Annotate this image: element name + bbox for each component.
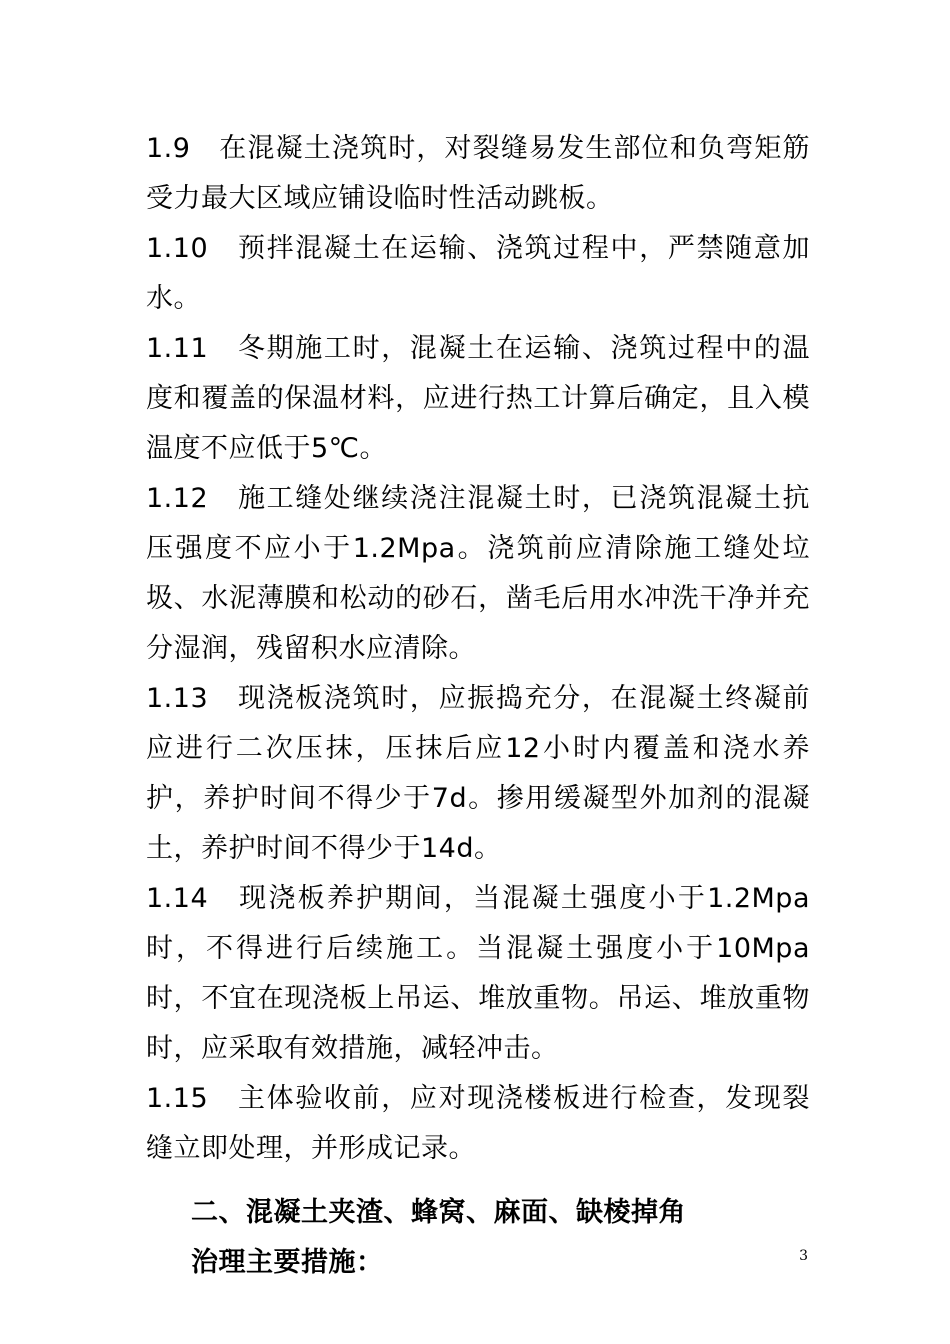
paragraph-1-15: 1.15 主体验收前，应对现浇楼板进行检查，发现裂缝立即处理，并形成记录。 [146,1083,810,1164]
paragraph-1-12: 1.12 施工缝处继续浇注混凝土时，已浇筑混凝土抗压强度不应小于1.2Mpa。浇筑前应清除施工缝处垃圾、水泥薄膜和松动的砂石，凿毛后用水冲洗干净并充分湿润，残留积水应清除。 [146,483,810,664]
page-body [146,124,810,1288]
paragraph-1-9: 1.9 在混凝土浇筑时，对裂缝易发生部位和负弯矩筋受力最大区域应铺设临时性活动跳板。 [146,133,810,214]
paragraph-1-14: 1.14 现浇板养护期间，当混凝土强度小于1.2Mpa时，不得进行后续施工。当混凝土强度小于10Mpa时，不宜在现浇板上吊运、堆放重物。吊运、堆放重物时，应采取有效措施，减轻冲击。 [146,883,810,1064]
section-heading: 二、混凝土夹渣、蜂窝、麻面、缺棱掉角 [191,1197,686,1228]
paragraph-1-10: 1.10 预拌混凝土在运输、浇筑过程中，严禁随意加水。 [146,233,810,314]
page-number: 3 [799,1248,808,1264]
paragraph-1-11: 1.11 冬期施工时，混凝土在运输、浇筑过程中的温度和覆盖的保温材料，应进行热工计算后确定，且入模温度不应低于5℃。 [146,333,810,464]
section-subheading: 治理主要措施： [191,1247,384,1278]
paragraph-1-13: 1.13 现浇板浇筑时，应振捣充分，在混凝土终凝前应进行二次压抹，压抹后应12小时内覆盖和浇水养护，养护时间不得少于7d。掺用缓凝型外加剂的混凝土，养护时间不得少于14d。 [146,683,810,864]
